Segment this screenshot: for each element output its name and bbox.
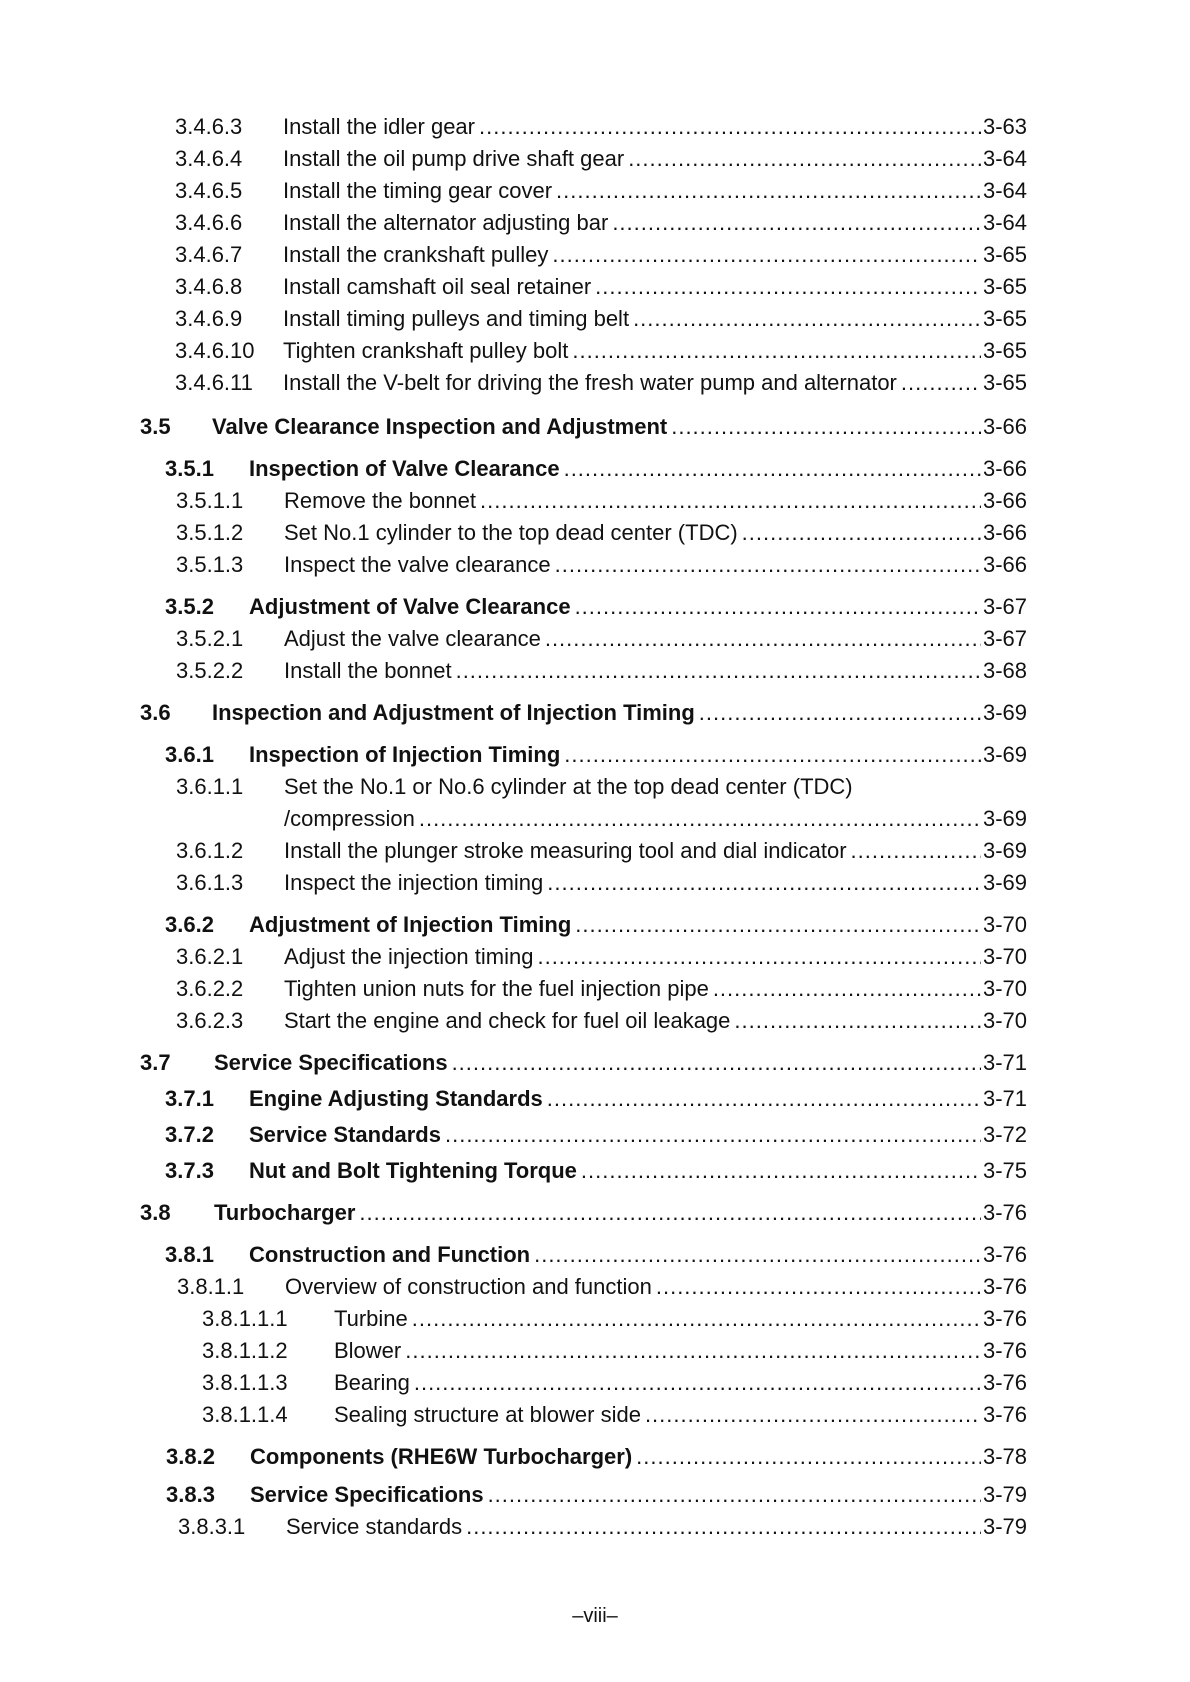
toc-title: Install the oil pump drive shaft gear [283,146,625,171]
toc-number: 3.6.1.3 [176,870,244,895]
toc-title: Install the crankshaft pulley [283,242,549,267]
toc-title: Inspection and Adjustment of Injection Timing [212,700,695,725]
toc-entry[interactable] [175,368,1027,398]
dot-leader [480,486,981,516]
dot-leader [414,1368,981,1398]
toc-title: Tighten crankshaft pulley bolt [283,338,569,363]
toc-page: 3-72 [982,1122,1027,1147]
dot-leader [575,910,981,940]
dot-leader [742,518,981,548]
toc-title: Set No.1 cylinder to the top dead center (TDC) [284,520,738,545]
toc-page: 3-76 [982,1402,1027,1427]
toc-number: 3.8 [140,1200,171,1225]
toc-number: 3.7.1 [165,1086,214,1111]
toc-number: 3.6.2 [165,912,214,937]
toc-entry[interactable] [202,1304,1027,1334]
toc-page: 3-64 [982,210,1027,235]
toc-page: 3-69 [982,838,1027,863]
toc-title: Service Specifications [250,1482,484,1507]
dot-leader [595,272,981,302]
dot-leader [556,176,981,206]
toc-number: 3.7 [140,1050,171,1075]
dot-leader [699,698,981,728]
toc-number: 3.5.1 [165,456,214,481]
toc-entry[interactable] [176,974,1027,1004]
dot-leader [572,336,981,366]
dot-leader [545,624,981,654]
toc-subsection[interactable] [165,910,1027,940]
dot-leader [645,1400,981,1430]
toc-page: 3-66 [982,552,1027,577]
toc-title: Install the idler gear [283,114,475,139]
toc-entry[interactable] [202,1400,1027,1430]
toc-page: 3-65 [982,370,1027,395]
toc-page: 3-68 [982,658,1027,683]
toc-number: 3.8.1.1.2 [202,1338,288,1363]
toc-number: 3.7.3 [165,1158,214,1183]
toc-title: Install the alternator adjusting bar [283,210,609,235]
toc-number: 3.4.6.7 [175,242,243,267]
toc-title: Install camshaft oil seal retainer [283,274,592,299]
toc-page: 3-75 [982,1158,1027,1183]
toc-number: 3.5.2.2 [176,658,244,683]
toc-number: 3.6.1.1 [176,774,244,799]
toc-subsection[interactable] [165,1240,1027,1270]
toc-page: 3-79 [982,1514,1027,1539]
toc-subsection[interactable] [166,1442,1027,1472]
toc-entry[interactable] [176,656,1027,686]
toc-number: 3.8.1.1 [177,1274,245,1299]
toc-entry[interactable] [202,1336,1027,1366]
toc-number: 3.8.1.1.1 [202,1306,288,1331]
toc-page: 3-64 [982,146,1027,171]
toc-entry[interactable] [176,550,1027,580]
toc-page: 3-69 [982,742,1027,767]
toc-entry[interactable] [176,942,1027,972]
toc-title: Sealing structure at blower side [334,1402,641,1427]
dot-leader [656,1272,981,1302]
toc-page: 3-70 [982,976,1027,1001]
toc-entry[interactable] [175,336,1027,366]
toc-number: 3.5.1.1 [176,488,244,513]
toc-entry[interactable] [202,1368,1027,1398]
toc-subsection[interactable] [165,592,1027,622]
toc-number: 3.5.1.2 [176,520,244,545]
toc-title: Install the timing gear cover [283,178,553,203]
toc-number: 3.6.1.2 [176,838,244,863]
toc-number: 3.4.6.3 [175,114,243,139]
toc-section[interactable] [140,412,1027,442]
toc-entry[interactable] [176,624,1027,654]
dot-leader [419,804,981,834]
toc-number: 3.6.1 [165,742,214,767]
dot-leader [636,1442,981,1472]
toc-number: 3.5.2.1 [176,626,244,651]
toc-title: Service Specifications [214,1050,448,1075]
toc-page: 3-71 [982,1050,1027,1075]
toc-title: Start the engine and check for fuel oil leakage [284,1008,731,1033]
page-number-footer: –viii– [572,1605,618,1627]
toc-entry-continuation[interactable] [176,804,1027,834]
toc-title: Adjustment of Injection Timing [249,912,572,937]
toc-entry[interactable] [175,272,1027,302]
dot-leader [537,942,980,972]
toc-number: 3.8.3 [166,1482,215,1507]
toc-number: 3.5 [140,414,171,439]
toc-page: 3-76 [982,1338,1027,1363]
dot-leader [547,1084,981,1114]
toc-page: 3-69 [982,700,1027,725]
toc-title: Nut and Bolt Tightening Torque [249,1158,577,1183]
toc-title: Remove the bonnet [284,488,477,513]
toc-title: Blower [334,1338,402,1363]
dot-leader [552,240,981,270]
toc-page: 3-69 [982,870,1027,895]
toc-title: Adjust the valve clearance [284,626,541,651]
toc-page: 3-65 [982,306,1027,331]
toc-number: 3.8.2 [166,1444,215,1469]
toc-entry[interactable] [177,1272,1027,1302]
toc-title: Construction and Function [249,1242,531,1267]
toc-number: 3.4.6.6 [175,210,243,235]
toc-entry[interactable] [175,304,1027,334]
toc-page: 3-76 [982,1200,1027,1225]
toc-title: Valve Clearance Inspection and Adjustment [212,414,668,439]
toc-title: Bearing [334,1370,410,1395]
toc-title: Service standards [286,1514,463,1539]
toc-page: 3-70 [982,912,1027,937]
toc-number: 3.4.6.8 [175,274,243,299]
toc-page: 3-70 [982,1008,1027,1033]
toc-number: 3.8.1.1.4 [202,1402,288,1427]
toc-number: 3.6.2.2 [176,976,244,1001]
toc-title: Overview of construction and function [285,1274,652,1299]
toc-title: Engine Adjusting Standards [249,1086,543,1111]
toc-number: 3.4.6.10 [175,338,255,363]
toc-title: Adjustment of Valve Clearance [249,594,571,619]
toc-number: 3.8.1.1.3 [202,1370,288,1395]
dot-leader [488,1480,981,1510]
toc-number: 3.6 [140,700,171,725]
toc-title: Set the No.1 or No.6 cylinder at the top dead center (TDC) [284,774,853,799]
toc-entry[interactable] [178,1512,1027,1542]
toc-section[interactable] [140,1048,1027,1078]
toc-page: 3-71 [982,1086,1027,1111]
toc-title: Install the V-belt for driving the fresh water pump and alternator [283,370,897,395]
toc-page: 3-66 [982,520,1027,545]
toc-title: Install the plunger stroke measuring tool and dial indicator [284,838,847,863]
toc-title: Service Standards [249,1122,441,1147]
toc-title: Tighten union nuts for the fuel injection pipe [284,976,709,1001]
toc-title: Inspect the injection timing [284,870,544,895]
dot-leader [633,304,981,334]
toc-subsection[interactable] [165,454,1027,484]
dot-leader [581,1156,981,1186]
dot-leader [412,1304,981,1334]
dot-leader [734,1006,981,1036]
toc-number: 3.5.1.3 [176,552,244,577]
toc-number: 3.4.6.4 [175,146,243,171]
toc-title: Inspection of Injection Timing [249,742,561,767]
dot-leader [901,368,981,398]
toc-number: 3.5.2 [165,594,214,619]
toc-page: 3-76 [982,1370,1027,1395]
dot-leader [612,208,981,238]
toc-page: 3-65 [982,242,1027,267]
toc-page: 3-63 [982,114,1027,139]
toc-title: Components (RHE6W Turbocharger) [250,1444,633,1469]
dot-leader [452,1048,981,1078]
dot-leader [713,974,981,1004]
dot-leader [628,144,981,174]
toc-entry[interactable] [175,208,1027,238]
toc-number: 3.6.2.3 [176,1008,244,1033]
toc-number: 3.7.2 [165,1122,214,1147]
toc-title: Adjust the injection timing [284,944,534,969]
toc-title: Turbocharger [214,1200,356,1225]
toc-title: Install the bonnet [284,658,452,683]
toc-title: Install timing pulleys and timing belt [283,306,630,331]
dot-leader [359,1198,981,1228]
toc-page: 3-65 [982,338,1027,363]
dot-leader [555,550,981,580]
toc-page: 3-66 [982,456,1027,481]
dot-leader [564,740,981,770]
toc-number: 3.4.6.9 [175,306,243,331]
toc-page: 3-76 [982,1242,1027,1267]
dot-leader [851,836,981,866]
toc-section[interactable] [140,698,1027,728]
toc-title: Turbine [334,1306,408,1331]
toc-subsection[interactable] [165,1084,1027,1114]
toc-page: 3-69 [982,806,1027,831]
toc-entry[interactable] [176,1006,1027,1036]
dot-leader [479,112,981,142]
toc-entry[interactable] [176,772,1027,802]
toc-section[interactable] [140,1198,1027,1228]
toc-entry[interactable] [175,176,1027,206]
toc-page: 3-65 [982,274,1027,299]
toc-entry[interactable] [176,836,1027,866]
toc-page: 3-78 [982,1444,1027,1469]
toc-page: 3-66 [982,414,1027,439]
toc-number: 3.8.3.1 [178,1514,246,1539]
toc-page: 3-67 [982,626,1027,651]
toc-entry[interactable] [175,112,1027,142]
toc-page: 3-79 [982,1482,1027,1507]
toc-page: 3-64 [982,178,1027,203]
toc-page: 3-76 [982,1306,1027,1331]
dot-leader [405,1336,981,1366]
toc-subsection[interactable] [165,740,1027,770]
toc-number: 3.8.1 [165,1242,214,1267]
dot-leader [575,592,981,622]
dot-leader [445,1120,981,1150]
toc-page: 3-70 [982,944,1027,969]
toc-subsection[interactable] [165,1120,1027,1150]
toc-number: 3.4.6.11 [175,370,253,395]
toc-subsection[interactable] [165,1156,1027,1186]
toc-page: 3-67 [982,594,1027,619]
dot-leader [534,1240,981,1270]
toc-page: 3-66 [982,488,1027,513]
toc-title: Inspect the valve clearance [284,552,551,577]
toc-title: /compression [284,806,415,831]
toc-page: 3-76 [982,1274,1027,1299]
dot-leader [671,412,981,442]
toc-entry[interactable] [175,144,1027,174]
toc-entry[interactable] [176,486,1027,516]
toc-entry[interactable] [175,240,1027,270]
toc-entry[interactable] [176,868,1027,898]
toc-title: Inspection of Valve Clearance [249,456,560,481]
dot-leader [456,656,981,686]
toc-number: 3.6.2.1 [176,944,244,969]
toc-subsection[interactable] [166,1480,1027,1510]
toc-number: 3.4.6.5 [175,178,243,203]
dot-leader [466,1512,981,1542]
dot-leader [547,868,981,898]
dot-leader [564,454,981,484]
toc-entry[interactable] [176,518,1027,548]
